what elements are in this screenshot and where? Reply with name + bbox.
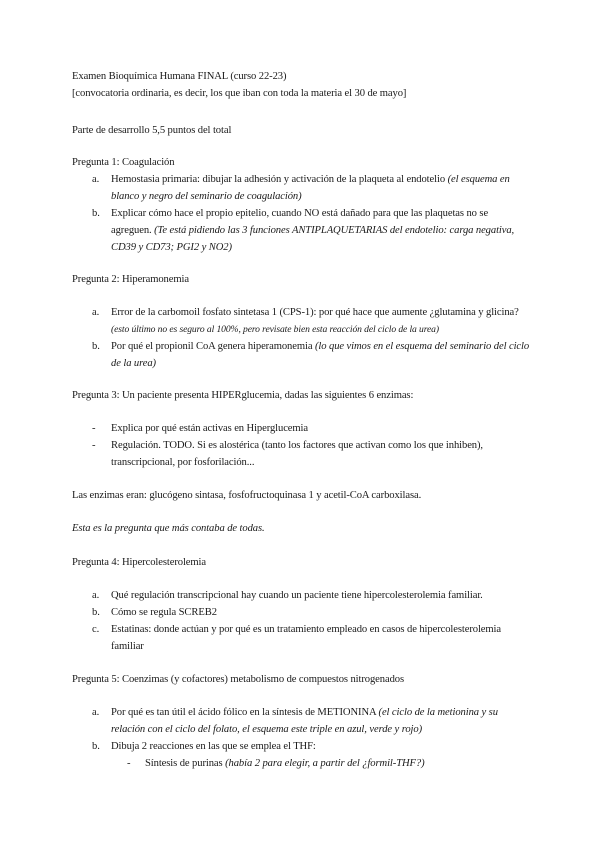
q1-b-note: (Te está pidiendo las 3 funciones ANTIPLAQUETARIAS del endotelio: carga negativa, bbox=[154, 225, 515, 236]
q3-comment: Esta es la pregunta que más contaba de todas. bbox=[72, 523, 265, 534]
q2-a-note: (esto último no es seguro al 100%, pero revisate bien esta reacción del ciclo de la urea) bbox=[111, 324, 439, 335]
q1-a-text: Hemostasia primaria: dibujar la adhesión y activación de la plaqueta al endotelio (el esquema en bbox=[111, 174, 510, 185]
q2-a-marker: a. bbox=[92, 307, 100, 318]
q3-bullet-2: - bbox=[92, 440, 96, 451]
q3-enzymes: Las enzimas eran: glucógeno sintasa, fosfofructoquinasa 1 y acetil-CoA carboxilasa. bbox=[72, 490, 422, 501]
q3-item-2-cont: transcripcional, por fosforilación... bbox=[111, 457, 255, 468]
question-5-title: Pregunta 5: Coenzimas (y cofactores) metabolismo de compuestos nitrogenados bbox=[72, 674, 405, 685]
q1-b-text: Explicar cómo hace el propio epitelio, cuando NO está dañado para que las plaquetas no se bbox=[111, 208, 489, 219]
q4-b-marker: b. bbox=[92, 607, 100, 618]
q5-b-text: Dibuja 2 reacciones en las que se emplea el THF: bbox=[111, 741, 316, 752]
q1-b-note-cont: CD39 y CD73; PGI2 y NO2) bbox=[111, 242, 232, 253]
q5-a-text: Por qué es tan útil el ácido fólico en la síntesis de METIONINA (el ciclo de la metionina y su bbox=[111, 707, 498, 718]
q5-a-note-cont: relación con el ciclo del folato, el esquema este triple en azul, verde y rojo) bbox=[111, 724, 422, 735]
q4-c-text-cont: familiar bbox=[111, 641, 144, 652]
exam-title: Examen Bioquímica Humana FINAL (curso 22-23) bbox=[72, 71, 287, 82]
q3-item-1: Explica por qué están activas en Hiperglucemia bbox=[111, 423, 308, 434]
q1-b-marker: b. bbox=[92, 208, 100, 219]
q5-b-sub-text: Síntesis de purinas (había 2 para elegir, a partir del ¿formil-THF?) bbox=[145, 758, 425, 769]
q5-b-marker: b. bbox=[92, 741, 100, 752]
question-1-title: Pregunta 1: Coagulación bbox=[72, 157, 175, 168]
q5-b-sub-note: (había 2 para elegir, a partir del ¿formil-THF?) bbox=[225, 758, 425, 769]
q4-b-text: Cómo se regula SCREB2 bbox=[111, 607, 217, 618]
q1-a-note: (el esquema en bbox=[447, 174, 510, 185]
q2-b-marker: b. bbox=[92, 341, 100, 352]
q3-item-2: Regulación. TODO. Si es alostérica (tanto los factores que activan como los que inhiben), bbox=[111, 440, 483, 451]
q4-c-marker: c. bbox=[92, 624, 100, 635]
question-2-title: Pregunta 2: Hiperamonemia bbox=[72, 274, 189, 285]
q2-a-text: Error de la carbomoil fosfato sintetasa 1 (CPS-1): por qué hace que aumente ¿glutamina y glicina? bbox=[111, 307, 519, 318]
q2-b-text: Por qué el propionil CoA genera hiperamonemia (lo que vimos en el esquema del seminario del ciclo bbox=[111, 341, 530, 352]
q4-a-text: Qué regulación transcripcional hay cuando un paciente tiene hipercolesterolemia familiar. bbox=[111, 590, 483, 601]
q5-a-marker: a. bbox=[92, 707, 100, 718]
q2-b-note-cont: de la urea) bbox=[111, 358, 156, 369]
q1-a-note-cont: blanco y negro del seminario de coagulación) bbox=[111, 191, 302, 202]
q3-bullet-1: - bbox=[92, 423, 96, 434]
exam-subtitle: [convocatoria ordinaria, es decir, los que iban con toda la materia el 30 de mayo] bbox=[72, 88, 407, 99]
q5-b-sub-marker: - bbox=[127, 758, 131, 769]
q5-a-note: (el ciclo de la metionina y su bbox=[378, 707, 498, 718]
question-4-title: Pregunta 4: Hipercolesterolemia bbox=[72, 557, 206, 568]
question-3-title: Pregunta 3: Un paciente presenta HIPERglucemia, dadas las siguientes 6 enzimas: bbox=[72, 390, 414, 401]
q1-b-text-cont: agreguen. (Te está pidiendo las 3 funciones ANTIPLAQUETARIAS del endotelio: carga negativa, bbox=[111, 225, 515, 236]
q4-a-marker: a. bbox=[92, 590, 100, 601]
q1-a-marker: a. bbox=[92, 174, 100, 185]
q2-b-note: (lo que vimos en el esquema del seminario del ciclo bbox=[315, 341, 530, 352]
intro-text: Parte de desarrollo 5,5 puntos del total bbox=[72, 125, 232, 136]
q4-c-text: Estatinas: donde actúan y por qué es un tratamiento empleado en casos de hipercolesterolemia bbox=[111, 624, 501, 635]
